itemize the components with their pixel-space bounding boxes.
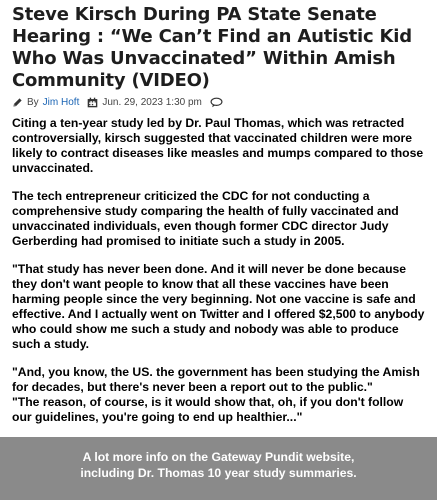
info-banner [0,437,437,500]
article-headline: Steve Kirsch During PA State Senate Hearing : “We Can’t Find an Autistic Kid Who Was Unvaccinated” Within Amish Community (VIDEO) [12,4,412,91]
calendar-icon [87,97,98,108]
article-paragraph: "And, you know, the US. the government has been studying the Amish for decades, but there's never been a report out to the public." "The reason, of course, is it would show that, oh, if you don't follow our guidelines, you're going to end up healthier..." [12,365,420,424]
comment-icon[interactable] [210,97,223,108]
pencil-icon [12,97,23,108]
article-paragraph: The tech entrepreneur criticized the CDC for not conducting a comprehensive study comparing the health of fully vaccinated and unvaccinated individuals, even though former CDC director Judy Gerberding had promised to initiate such a study in 2005. [12,189,399,248]
author-link[interactable]: Jim Hoft [42,97,80,108]
byline-prefix: By [27,97,39,108]
article-paragraph: Citing a ten-year study led by Dr. Paul Thomas, which was retracted controversially, kirsch suggested that vaccinated children were more likely to contract diseases like measles and mumps compared to those unvaccinated. [12,116,424,175]
article-paragraph: "That study has never been done. And it will never be done because they don't want people to know that all these vaccines have been harming people since the very beginning. Not one vaccine is safe and effective. And I actually went on Twitter and I offered $2,500 to anybody who could show me such a study and nobody was able to produce such a study. [12,262,425,351]
article-meta [12,97,425,108]
article-body [12,116,425,425]
publish-date: Jun. 29, 2023 1:30 pm [102,97,202,108]
banner-text: A lot more info on the Gateway Pundit website, including Dr. Thomas 10 year study summaries. [80,450,357,480]
